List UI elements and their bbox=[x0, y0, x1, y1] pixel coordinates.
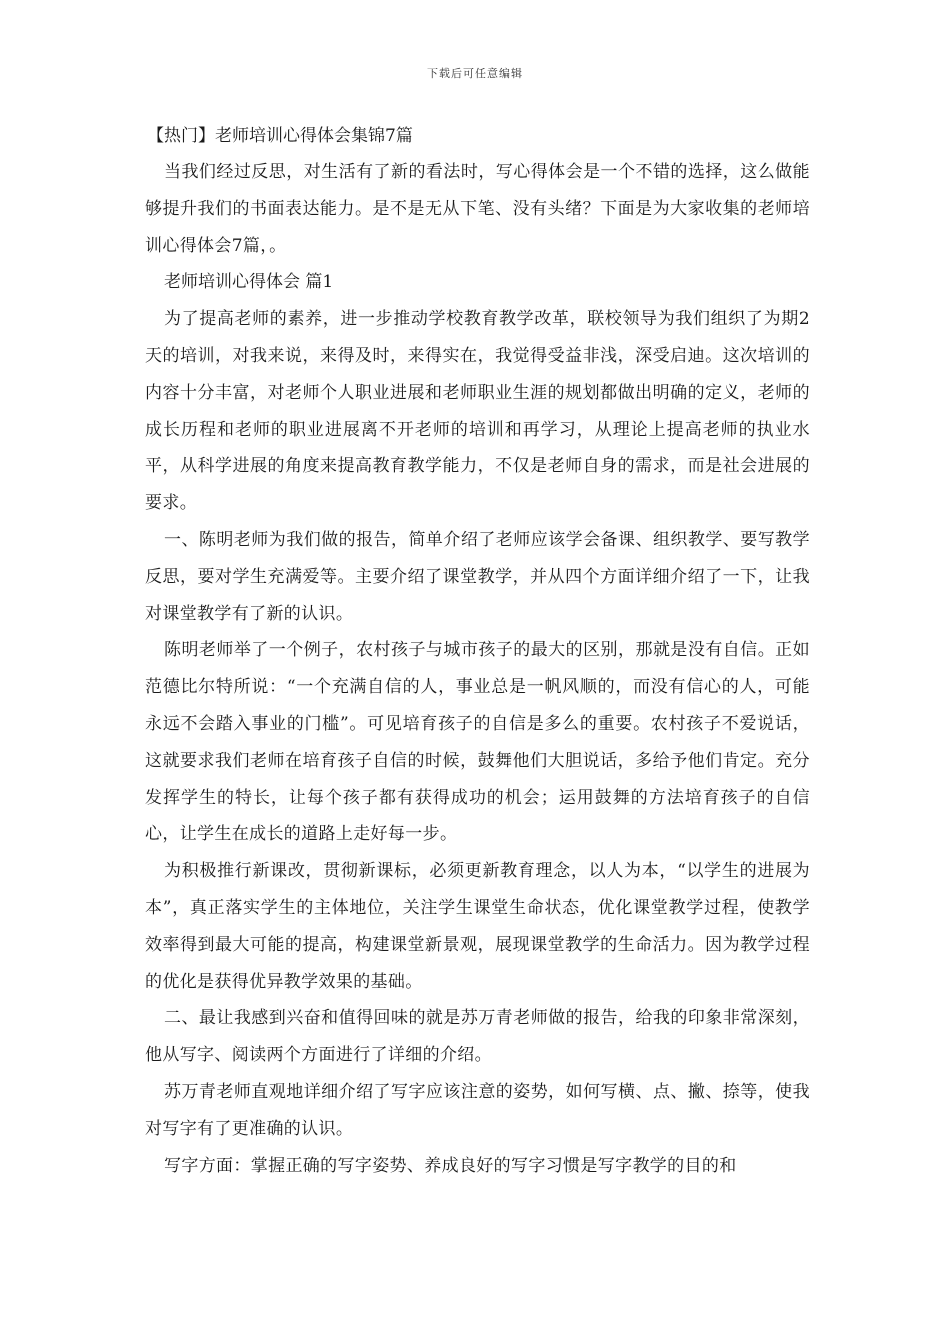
body-paragraph-6: 苏万青老师直观地详细介绍了写字应该注意的姿势，如何写横、点、撇、捺等，使我对写字有了更准确的认识。 bbox=[145, 1081, 810, 1139]
header-note: 下载后可任意编辑 bbox=[427, 67, 523, 80]
body-paragraph-1: 为了提高老师的素养，进一步推动学校教育教学改革，联校领导为我们组织了为期2天的培训，对我来说，来得及时，来得实在，我觉得受益非浅，深受启迪。这次培训的内容十分丰富，对老师个人职业进展和老师职业生涯的规划都做出明确的定义，老师的成长历程和老师的职业进展离不开老师的培训和再学习，从理论上提高老师的执业水平，从科学进展的角度来提高教育教学能力，不仅是老师自身的需求，而是社会进展的要求。 bbox=[145, 309, 810, 514]
body-paragraph-4: 为积极推行新课改，贯彻新课标，必须更新教育理念，以人为本，“以学生的进展为本”，真正落实学生的主体地位，关注学生课堂生命状态，优化课堂教学过程，使教学效率得到最大可能的提高，构建课堂新景观，展现课堂教学的生命活力。因为教学过程的优化是获得优异教学效果的基础。 bbox=[145, 861, 810, 992]
body-paragraph-7: 写字方面：掌握正确的写字姿势、养成良好的写字习惯是写字教学的目的和 bbox=[164, 1155, 737, 1176]
body-paragraph-2: 一、陈明老师为我们做的报告，简单介绍了老师应该学会备课、组织教学、要写教学反思，要对学生充满爱等。主要介绍了课堂教学，并从四个方面详细介绍了一下，让我对课堂教学有了新的认识。 bbox=[145, 529, 810, 624]
body-paragraph-3: 陈明老师举了一个例子，农村孩子与城市孩子的最大的区别，那就是没有自信。正如范德比尔特所说：“一个充满自信的人，事业总是一帆风顺的，而没有信心的人，可能永远不会踏入事业的门槛”。可见培育孩子的自信是多么的重要。农村孩子不爱说话，这就要求我们老师在培育孩子自信的时候，鼓舞他们大胆说话，多给予他们肯定。充分发挥学生的特长，让每个孩子都有获得成功的机会；运用鼓舞的方法培育孩子的自信心，让学生在成长的道路上走好每一步。 bbox=[145, 640, 810, 845]
document-body bbox=[145, 118, 810, 1184]
body-paragraph-5: 二、最让我感到兴奋和值得回味的就是苏万青老师做的报告，给我的印象非常深刻，他从写字、阅读两个方面进行了详细的介绍。 bbox=[145, 1008, 810, 1066]
intro-paragraph: 当我们经过反思，对生活有了新的看法时，写心得体会是一个不错的选择，这么做能够提升我们的书面表达能力。是不是无从下笔、没有头绪？下面是为大家收集的老师培训心得体会7篇，。 bbox=[145, 162, 810, 256]
document-title: 【热门】老师培训心得体会集锦7篇 bbox=[147, 126, 413, 146]
section-heading: 老师培训心得体会 篇1 bbox=[164, 272, 334, 293]
